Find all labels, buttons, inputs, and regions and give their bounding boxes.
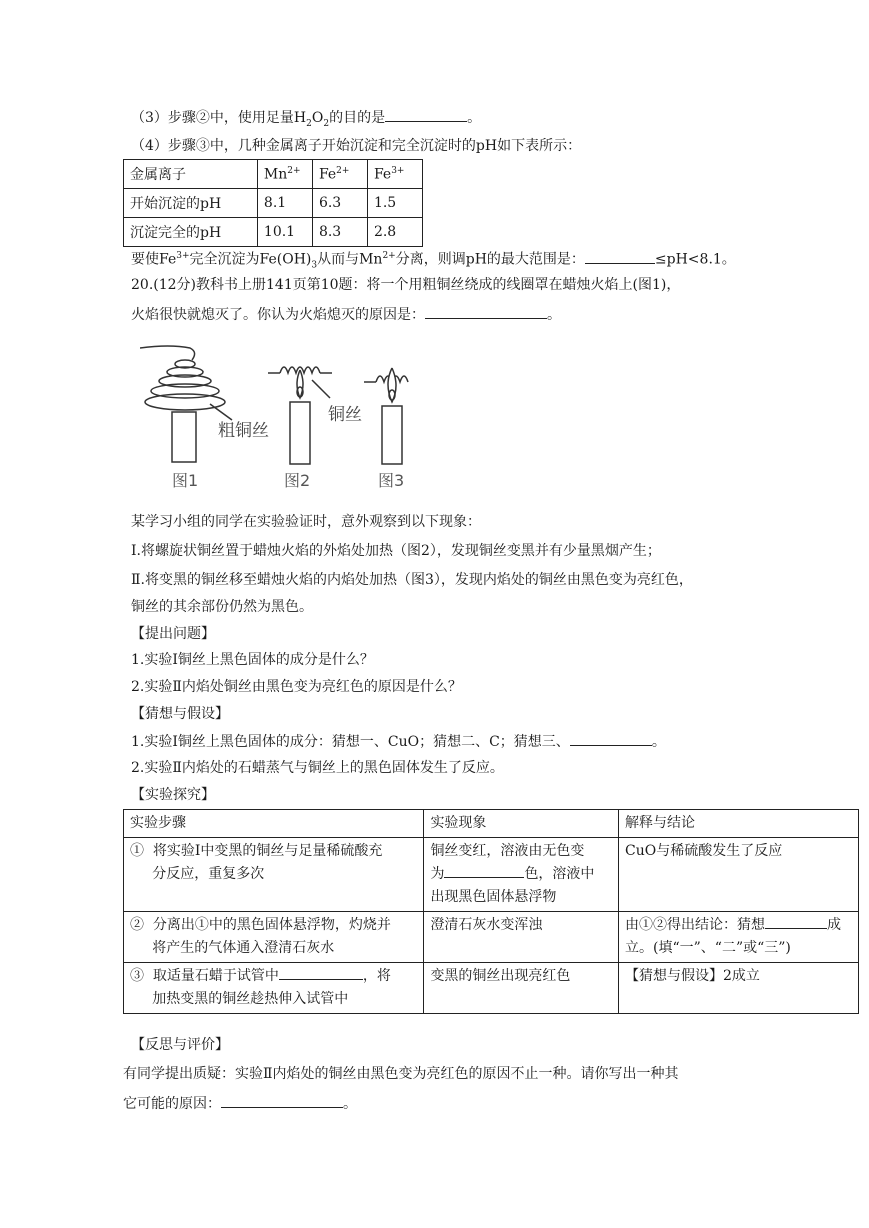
table-header: 实验步骤 bbox=[124, 810, 424, 838]
reflection-line1: 有同学提出质疑：实验Ⅱ内焰处的铜丝由黑色变为亮红色的原因不止一种。请你写出一种其 bbox=[123, 1066, 679, 1082]
table-row bbox=[124, 189, 423, 218]
problem-1: 1.实验Ⅰ铜丝上黑色固体的成分是什么？ bbox=[131, 652, 374, 668]
table-cell: 2.8 bbox=[367, 218, 422, 247]
figure-2-candle bbox=[268, 367, 332, 464]
table-cell: 铜丝变红，溶液由无色变 为 色，溶液中 出现黑色固体悬浮物 bbox=[424, 838, 619, 912]
experiment-table bbox=[123, 809, 859, 1014]
caption-figure-1: 图1 bbox=[172, 471, 199, 490]
table-header: $Fe^{2+}$ bbox=[312, 160, 367, 189]
table-cell: 1.5 bbox=[367, 189, 422, 218]
table-cell: ① 将实验Ⅰ中变黑的铜丝与足量稀硫酸充 分反应，重复多次 bbox=[124, 838, 424, 912]
candle-copper-figure bbox=[140, 340, 430, 500]
answer-blank[interactable] bbox=[425, 304, 547, 319]
answer-blank[interactable] bbox=[570, 731, 652, 746]
heading-question: 【提出问题】 bbox=[131, 626, 215, 642]
answer-blank[interactable] bbox=[444, 863, 524, 878]
answer-blank[interactable] bbox=[385, 107, 467, 122]
table-header: 实验现象 bbox=[424, 810, 619, 838]
hypothesis-1: 1.实验Ⅰ铜丝上黑色固体的成分：猜想一、CuO；猜想二、C；猜想三、 。 bbox=[131, 731, 666, 752]
table-cell: 由①②得出结论：猜想 成 立。(填“一”、“二”或“三”) bbox=[619, 912, 859, 963]
table-header: $Mn^{2+}$ bbox=[257, 160, 312, 189]
table-cell: 8.1 bbox=[257, 189, 312, 218]
reflection-line2: 它可能的原因： 。 bbox=[123, 1093, 357, 1114]
table-cell: 6.3 bbox=[312, 189, 367, 218]
table-row bbox=[124, 912, 859, 963]
question-3: （3）步骤②中，使用足量$H_2O_2$的目的是 。 bbox=[131, 107, 481, 134]
table-cell: 8.3 bbox=[312, 218, 367, 247]
question-4: （4）步骤③中，几种金属离子开始沉淀和完全沉淀时的pH如下表所示： bbox=[131, 138, 582, 154]
table-row bbox=[124, 838, 859, 912]
table-header: $Fe^{3+}$ bbox=[367, 160, 422, 189]
observation-2b: 铜丝的其余部份仍然为黑色。 bbox=[131, 599, 313, 615]
table-row bbox=[124, 160, 423, 189]
ion-ph-table bbox=[123, 159, 423, 247]
answer-blank[interactable] bbox=[765, 914, 827, 929]
table-cell: ② 分离出①中的黑色固体悬浮物，灼烧并 将产生的气体通入澄清石灰水 bbox=[124, 912, 424, 963]
hypothesis-2: 2.实验Ⅱ内焰处的石蜡蒸气与铜丝上的黑色固体发生了反应。 bbox=[131, 760, 504, 776]
table-row bbox=[124, 218, 423, 247]
table-row bbox=[124, 963, 859, 1014]
table-header: 解释与结论 bbox=[619, 810, 859, 838]
table-cell: 10.1 bbox=[257, 218, 312, 247]
table-cell: ③ 取适量石蜡于试管中 ，将 加热变黑的铜丝趁热伸入试管中 bbox=[124, 963, 424, 1014]
label-copper-wire: 铜丝 bbox=[328, 405, 362, 425]
heading-reflection: 【反思与评价】 bbox=[131, 1037, 229, 1053]
table-header: 金属离子 bbox=[124, 160, 258, 189]
caption-figure-3: 图3 bbox=[378, 471, 405, 490]
figure-1-coil bbox=[140, 346, 232, 462]
heading-hypothesis: 【猜想与假设】 bbox=[131, 706, 229, 722]
question-20-line1: 20.(12分)教科书上册141页第10题：将一个用粗铜丝绕成的线圈罩在蜡烛火焰上(图1)， bbox=[131, 277, 681, 293]
table-row bbox=[124, 810, 859, 838]
intro-text: 某学习小组的同学在实验验证时，意外观察到以下现象： bbox=[131, 514, 481, 530]
question-20-line2: 火焰很快就熄灭了。你认为火焰熄灭的原因是： 。 bbox=[131, 304, 561, 325]
table-cell: 澄清石灰水变浑浊 bbox=[424, 912, 619, 963]
observation-1: I.将螺旋状铜丝置于蜡烛火焰的外焰处加热（图2），发现铜丝变黑并有少量黑烟产生； bbox=[131, 543, 661, 559]
answer-blank[interactable] bbox=[221, 1093, 343, 1108]
caption-figure-2: 图2 bbox=[284, 471, 311, 490]
problem-2: 2.实验Ⅱ内焰处铜丝由黑色变为亮红色的原因是什么？ bbox=[131, 679, 462, 695]
figure-3-candle bbox=[364, 368, 408, 464]
heading-exploration: 【实验探究】 bbox=[131, 787, 215, 803]
table-cell: 【猜想与假设】2成立 bbox=[619, 963, 859, 1014]
table-cell: CuO与稀硫酸发生了反应 bbox=[619, 838, 859, 912]
answer-blank[interactable] bbox=[585, 249, 655, 264]
label-thick-copper-wire: 粗铜丝 bbox=[218, 421, 269, 441]
answer-blank[interactable] bbox=[279, 965, 363, 980]
table-cell: 开始沉淀的pH bbox=[124, 189, 258, 218]
question-4-answer-line: 要使$Fe^{3+}$完全沉淀为$Fe(OH)_3$从而与$Mn^{2+}$分离，则调pH的最大范围是： ≤pH<8.1。 bbox=[131, 246, 736, 275]
table-cell: 沉淀完全的pH bbox=[124, 218, 258, 247]
observation-2a: Ⅱ.将变黑的铜丝移至蜡烛火焰的内焰处加热（图3），发现内焰处的铜丝由黑色变为亮红色， bbox=[131, 572, 693, 588]
table-cell: 变黑的铜丝出现亮红色 bbox=[424, 963, 619, 1014]
